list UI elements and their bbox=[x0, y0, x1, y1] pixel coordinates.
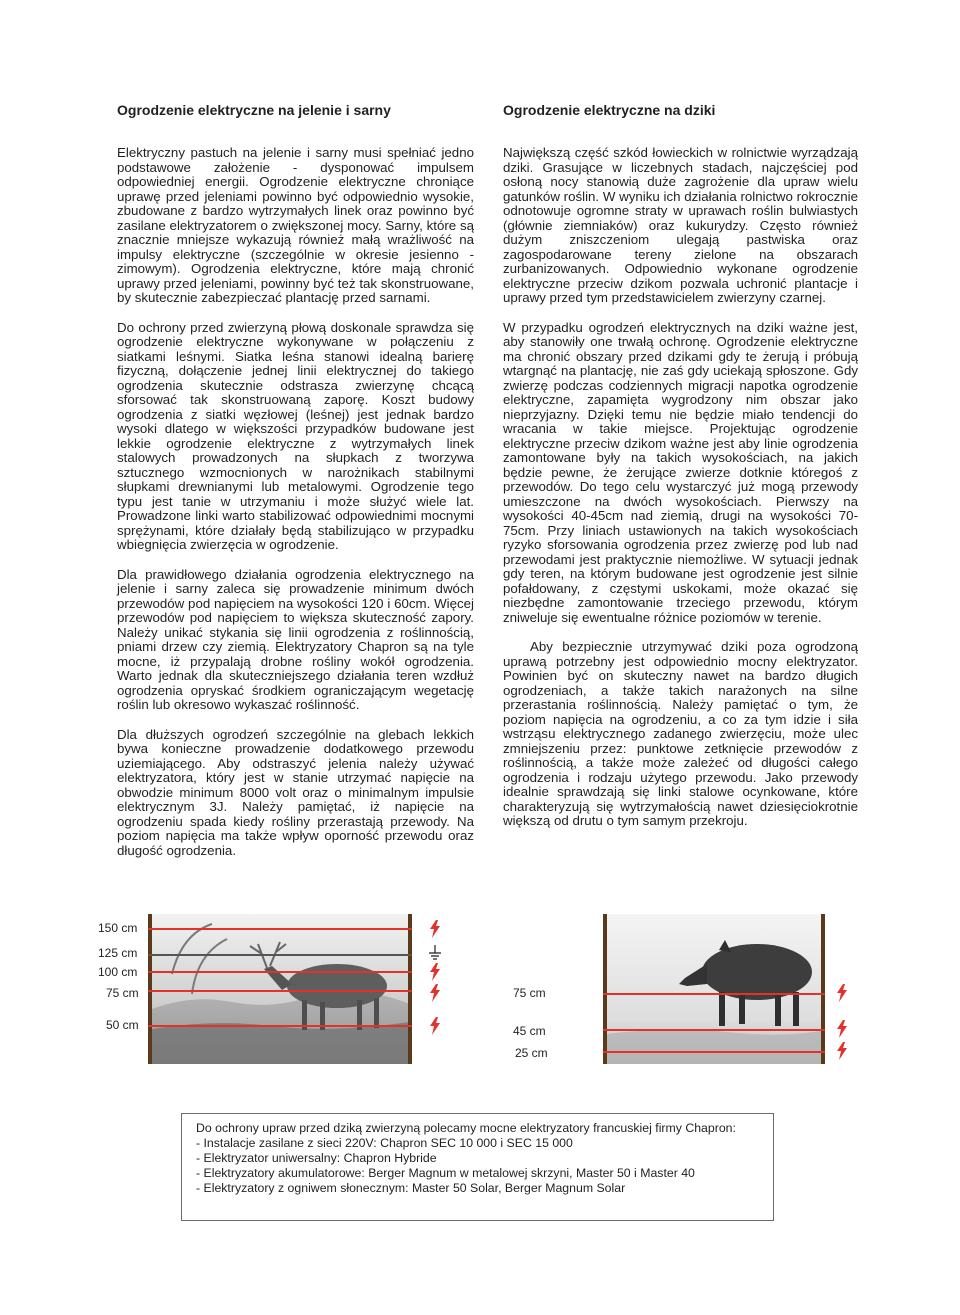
height-label-45: 45 cm bbox=[513, 1024, 546, 1038]
right-paragraph-1: Największą część szkód łowieckich w rolnictwie wyrządzają dziki. Grasujące w liczebnych stadach, najczęściej pod osłoną nocy stanowią duże zagrożenie dla upraw wielu gatunków roślin. W wyniku ich działania rolnictwo rokrocznie odnotowuje ogromne straty w uprawach roślin bulwiastych (głównie ziemniaków) oraz kukurydzy. Często również dużym zniszczeniom ulegają pastwiska oraz zagospodarowane tereny zielone na obszarach zurbanizowanych. Odpowiednio wykonane ogrodzenie elektryczne przeciw dzikom pozwala uchronić plantacje i uprawy przed tym przedstawicielem zwierzyny czarnej. bbox=[503, 145, 858, 305]
height-label-25: 25 cm bbox=[515, 1046, 548, 1060]
recommendation-item: - Elektryzatory akumulatorowe: Berger Magnum w metalowej skrzyni, Master 50 i Master 40 bbox=[196, 1166, 695, 1180]
wire-45 bbox=[603, 1029, 825, 1031]
recommendation-box bbox=[181, 1113, 774, 1221]
right-heading: Ogrodzenie elektryczne na dziki bbox=[503, 102, 716, 118]
lightning-bolt-icon bbox=[428, 963, 442, 981]
fence-post-left bbox=[148, 914, 152, 1064]
wire-50 bbox=[148, 1025, 412, 1027]
lightning-bolt-icon bbox=[835, 1042, 849, 1060]
left-column bbox=[117, 102, 474, 873]
left-paragraph-1: Elektryczny pastuch na jelenie i sarny musi spełniać jedno podstawowe założenie - dysponować impulsem odpowiedniej energii. Ogrodzenie elektryczne chroniące uprawę przed jeleniami powinno być odpowiednio wysokie, zbudowane z bardzo wytrzymałych linek oraz powinno być zasilane elektryzatorem o zwiększonej mocy. Sarny, które są znacznie mniejsze wykazują również małą wrażliwość na impulsy elektryczne (szczególnie w okresie jesienno - zimowym). Ogrodzenia elektryczne, które mają chronić uprawy przed jeleniami, powinny być też tak skonstruowane, by skutecznie zabezpieczać plantację przed sarnami. bbox=[117, 145, 474, 305]
wire-25 bbox=[603, 1051, 825, 1053]
recommendation-item: - Elektryzatory z ogniwem słonecznym: Master 50 Solar, Berger Magnum Solar bbox=[196, 1181, 626, 1195]
wire-100 bbox=[148, 971, 412, 973]
lightning-bolt-icon bbox=[835, 1020, 849, 1038]
boar-photo bbox=[607, 914, 825, 1064]
deer-image bbox=[152, 914, 410, 1064]
recommendation-intro: Do ochrony upraw przed dziką zwierzyną polecamy mocne elektryzatory francuskiej firmy Chapron: bbox=[196, 1121, 736, 1135]
wire-75 bbox=[148, 990, 412, 992]
height-label-75: 75 cm bbox=[106, 986, 139, 1000]
left-paragraph-4: Dla dłuższych ogrodzeń szczególnie na glebach lekkich bywa konieczne prowadzenie dodatkowego przewodu uziemiającego. Aby odstraszyć jelenia należy używać elektryzatora, który jest w stanie utrzymać napięcie na obwodzie minimum 8000 volt oraz o minimalnym impulsie elektrycznym 3J. Należy pamiętać, iż napięcie na ogrodzeniu spada kiedy rośliny przerastają przewody. Na poziom napięcia ma także wpływ oporność przewodu oraz długość ogrodzenia. bbox=[117, 726, 474, 858]
recommendation-list bbox=[196, 1121, 736, 1196]
wire-75 bbox=[603, 993, 825, 995]
ground-wire-125 bbox=[148, 954, 412, 956]
left-paragraph-2: Do ochrony przed zwierzyną płową doskonale sprawdza się ogrodzenie elektryczne wykonywane w połączeniu z siatkami leśnymi. Siatka leśna stanowi idealną barierę fizyczną, dołączenie jednej linii elektrycznej do takiego ogrodzenia skutecznie odstrasza zwierzynę chcącą sforsować tak skonstruowaną zaporę. Koszt budowy ogrodzenia z siatki węzłowej (leśnej) jest jednak bardzo wysoki dlatego w większości przypadków budowane jest lekkie ogrodzenie elektryczne z wytrzymałych linek stalowych prowadzonych na słupkach z tworzywa sztucznego wzmocnionych w narożnikach stabilnymi słupkami drewnianymi lub metalowymi. Ogrodzenie tego typu jest tanie w utrzymaniu i może służyć wiele lat. Prowadzone linki warto stabilizować odpowiednimi mocnymi sprężynami, które działały będą stabilizująco w przypadku wbiegnięcia zwierzęcia w ogrodzenie. bbox=[117, 319, 474, 552]
height-label-150: 150 cm bbox=[98, 921, 138, 935]
height-label-75: 75 cm bbox=[513, 986, 546, 1000]
lightning-bolt-icon bbox=[428, 984, 442, 1002]
left-heading: Ogrodzenie elektryczne na jelenie i sarny bbox=[117, 102, 391, 118]
ground-symbol-icon bbox=[428, 945, 442, 963]
lightning-bolt-icon bbox=[428, 920, 442, 938]
height-label-125: 125 cm bbox=[98, 946, 138, 960]
lightning-bolt-icon bbox=[835, 984, 849, 1002]
deer-photo bbox=[152, 914, 410, 1064]
deer-fence-figure bbox=[92, 914, 482, 1064]
right-paragraph-2: W przypadku ogrodzeń elektrycznych na dziki ważne jest, aby stanowiły one trwałą ochronę. Ogrodzenie elektryczne ma chronić obszary przed dzikami gdy te żerują i próbują wtargnąć na plantację, nie zaś gdy uciekają spłoszone. Gdy zwierzę podczas codziennych migracji napotka ogrodzenie elektryczne, zapamięta wygrodzony nim obszar jako nieprzyjazny. Dzięki temu nie będzie miało tendencji do wracania w takie miejsce. Projektując ogrodzenie elektryczne przeciw dzikom ważne jest aby linie ogrodzenia zamontowane były na takich wysokościach, na jakich będzie pewne, że żerujące zwierze dotknie któregoś z przewodów. Do tego celu wystarczyć już mogą przewody umieszczone na dwóch wysokościach. Pierwszy na wysokości 40-45cm nad ziemią, drugi na wysokości 70-75cm. Przy liniach ustawionych na takich wysokościach ryzyko sforsowania ogrodzenia przez zwierzę pod lub nad przewodami jest praktycznie niemożliwe. W sytuacji jednak gdy teren, na którym budowane jest ogrodzenie jest silnie pofałdowany, z częstymi uskokami, może okazać się niezbędne zamontowanie trzeciego przewodu, którym zniweluje się ewentualne różnice poziomów w terenie. bbox=[503, 319, 858, 625]
height-label-50: 50 cm bbox=[106, 1018, 139, 1032]
boar-image bbox=[607, 914, 825, 1064]
right-column bbox=[503, 102, 858, 844]
recommendation-item: - Instalacje zasilane z sieci 220V: Chapron SEC 10 000 i SEC 15 000 bbox=[196, 1136, 573, 1150]
height-label-100: 100 cm bbox=[98, 965, 138, 979]
boar-fence-figure bbox=[503, 914, 873, 1064]
wire-150 bbox=[148, 928, 412, 930]
recommendation-item: - Elektryzator uniwersalny: Chapron Hybride bbox=[196, 1151, 437, 1165]
fence-post-left bbox=[603, 914, 607, 1064]
fence-post-right bbox=[821, 914, 825, 1064]
lightning-bolt-icon bbox=[428, 1017, 442, 1035]
right-paragraph-3: Aby bezpiecznie utrzymywać dziki poza ogrodzoną uprawą potrzebny jest odpowiednio mocny elektryzator. Powinien być on skuteczny nawet na bardzo długich ogrodzeniach, a także takich narażonych na silne przerastania roślinnością. Należy pamiętać o tym, że poziom napięcia na ogrodzeniu, a co za tym idzie i siła wstrząsu elektrycznego zadanego zwierzęciu, może ulec zmniejszeniu przez: punktowe zetknięcie przewodów z roślinnością, a także może zależeć od długości całego ogrodzenia i rodzaju użytego przewodu. Jako przewody idealnie sprawdzają się linki stalowe ocynkowane, które charakteryzują się wytrzymałością nawet dziesięciokrotnie większą od drutu o tym samym przekroju. bbox=[503, 639, 858, 828]
left-paragraph-3: Dla prawidłowego działania ogrodzenia elektrycznego na jelenie i sarny zaleca się prowadzenie minimum dwóch przewodów pod napięciem na wysokości 120 i 60cm. Więcej przewodów pod napięciem to większa skuteczność zapory. Należy unikać stykania się linii ogrodzenia z roślinnością, pniami drzew czy ziemią. Elektryzatory Chapron są na tyle mocne, iż przypalają drobne rośliny wokół ogrodzenia. Warto jednak dla skuteczniejszego działania teren wzdłuż ogrodzenia opryskać środkiem ograniczającym wegetację roślin lub okresowo wykaszać roślinność. bbox=[117, 566, 474, 712]
fence-post-right bbox=[408, 914, 412, 1064]
